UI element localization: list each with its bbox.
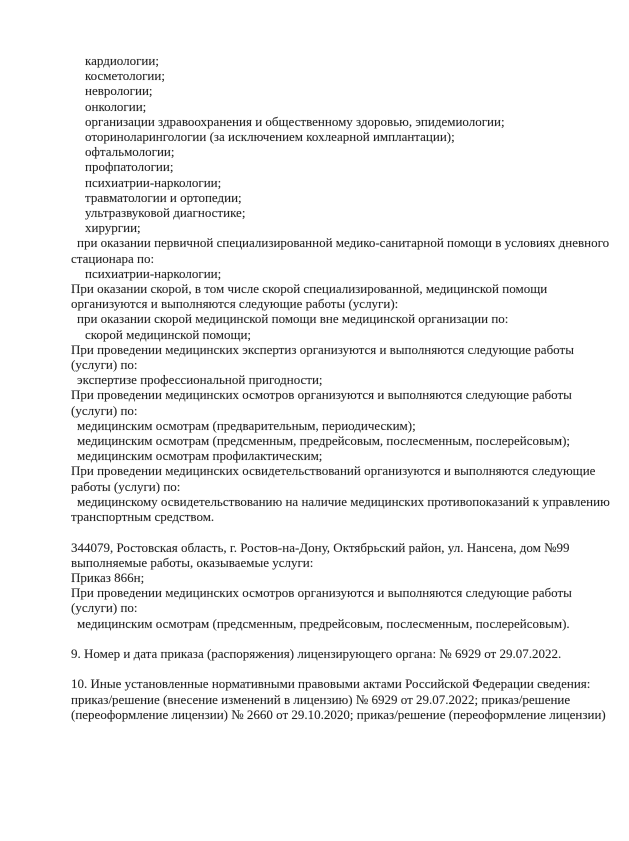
document-line: При проведении медицинских освидетельствований организуются и выполняются следующие [71, 463, 596, 479]
document-line: онкологии; [85, 98, 147, 114]
document-line: Приказ 866н; [71, 569, 145, 585]
document-line: медицинским осмотрам (предсменным, предрейсовым, послесменным, послерейсовым). [77, 615, 570, 631]
document-line: психиатрии-наркологии; [85, 265, 222, 281]
document-line: выполняемые работы, оказываемые услуги: [71, 554, 314, 570]
document-line: ультразвуковой диагностике; [85, 205, 246, 221]
document-line: скорой медицинской помощи; [85, 326, 252, 342]
document-line: 10. Иные установленные нормативными правовыми актами Российской Федерации сведения: [71, 676, 591, 692]
document-line: медицинским осмотрам (предварительным, периодическим); [77, 417, 416, 433]
document-line [71, 661, 603, 676]
document-line: травматологии и ортопедии; [85, 189, 242, 205]
document-line: экспертизе профессиональной пригодности; [77, 372, 323, 388]
document-line: медицинским осмотрам (предсменным, предрейсовым, послесменным, послерейсовым); [77, 433, 571, 449]
document-line: 9. Номер и дата приказа (распоряжения) лицензирующего органа: № 6929 от 29.07.2022. [71, 645, 562, 661]
document-line: приказ/решение (внесение изменений в лицензию) № 6929 от 29.07.2022; приказ/решение [71, 691, 571, 707]
document-line: При проведении медицинских экспертиз организуются и выполняются следующие работы [71, 341, 574, 357]
document-line: (услуги) по: [71, 402, 138, 418]
document-line: стационара по: [71, 250, 155, 266]
document-line: (переоформление лицензии) № 2660 от 29.10.2020; приказ/решение (переоформление лицензии) [71, 706, 606, 722]
document-line: офтальмологии; [85, 144, 175, 160]
document-line: медицинскому освидетельствованию на наличие медицинских противопоказаний к управлению [77, 493, 610, 509]
document-line: 344079, Ростовская область, г. Ростов-на-Дону, Октябрьский район, ул. Нансена, дом №99 [71, 539, 570, 555]
document-line: при оказании скорой медицинской помощи вне медицинской организации по: [77, 311, 509, 327]
document-line: организации здравоохранения и общественному здоровью, эпидемиологии; [85, 113, 505, 129]
document-line: при оказании первичной специализированной медико-санитарной помощи в условиях дневного [77, 235, 610, 251]
document-line: хирургии; [85, 220, 141, 236]
document-line: При проведении медицинских осмотров организуются и выполняются следующие работы [71, 585, 572, 601]
document-line: неврологии; [85, 83, 153, 99]
document-line: оториноларингологии (за исключением кохлеарной имплантации); [85, 129, 455, 145]
document-line: психиатрии-наркологии; [85, 174, 222, 190]
document-line: организуются и выполняются следующие работы (услуги): [71, 296, 399, 312]
document-line: профпатологии; [85, 159, 174, 175]
document-line: При проведении медицинских осмотров организуются и выполняются следующие работы [71, 387, 572, 403]
document-line: (услуги) по: [71, 600, 138, 616]
document-line: кардиологии; [85, 53, 159, 68]
document-line: работы (услуги) по: [71, 478, 181, 494]
document-line: медицинским осмотрам профилактическим; [77, 448, 323, 464]
document-line: косметологии; [85, 68, 165, 84]
document-line [71, 631, 603, 646]
document-line [71, 524, 603, 539]
document-line: При оказании скорой, в том числе скорой специализированной, медицинской помощи [71, 281, 548, 297]
document-line: (услуги) по: [71, 357, 138, 373]
document-line: транспортным средством. [71, 509, 215, 525]
